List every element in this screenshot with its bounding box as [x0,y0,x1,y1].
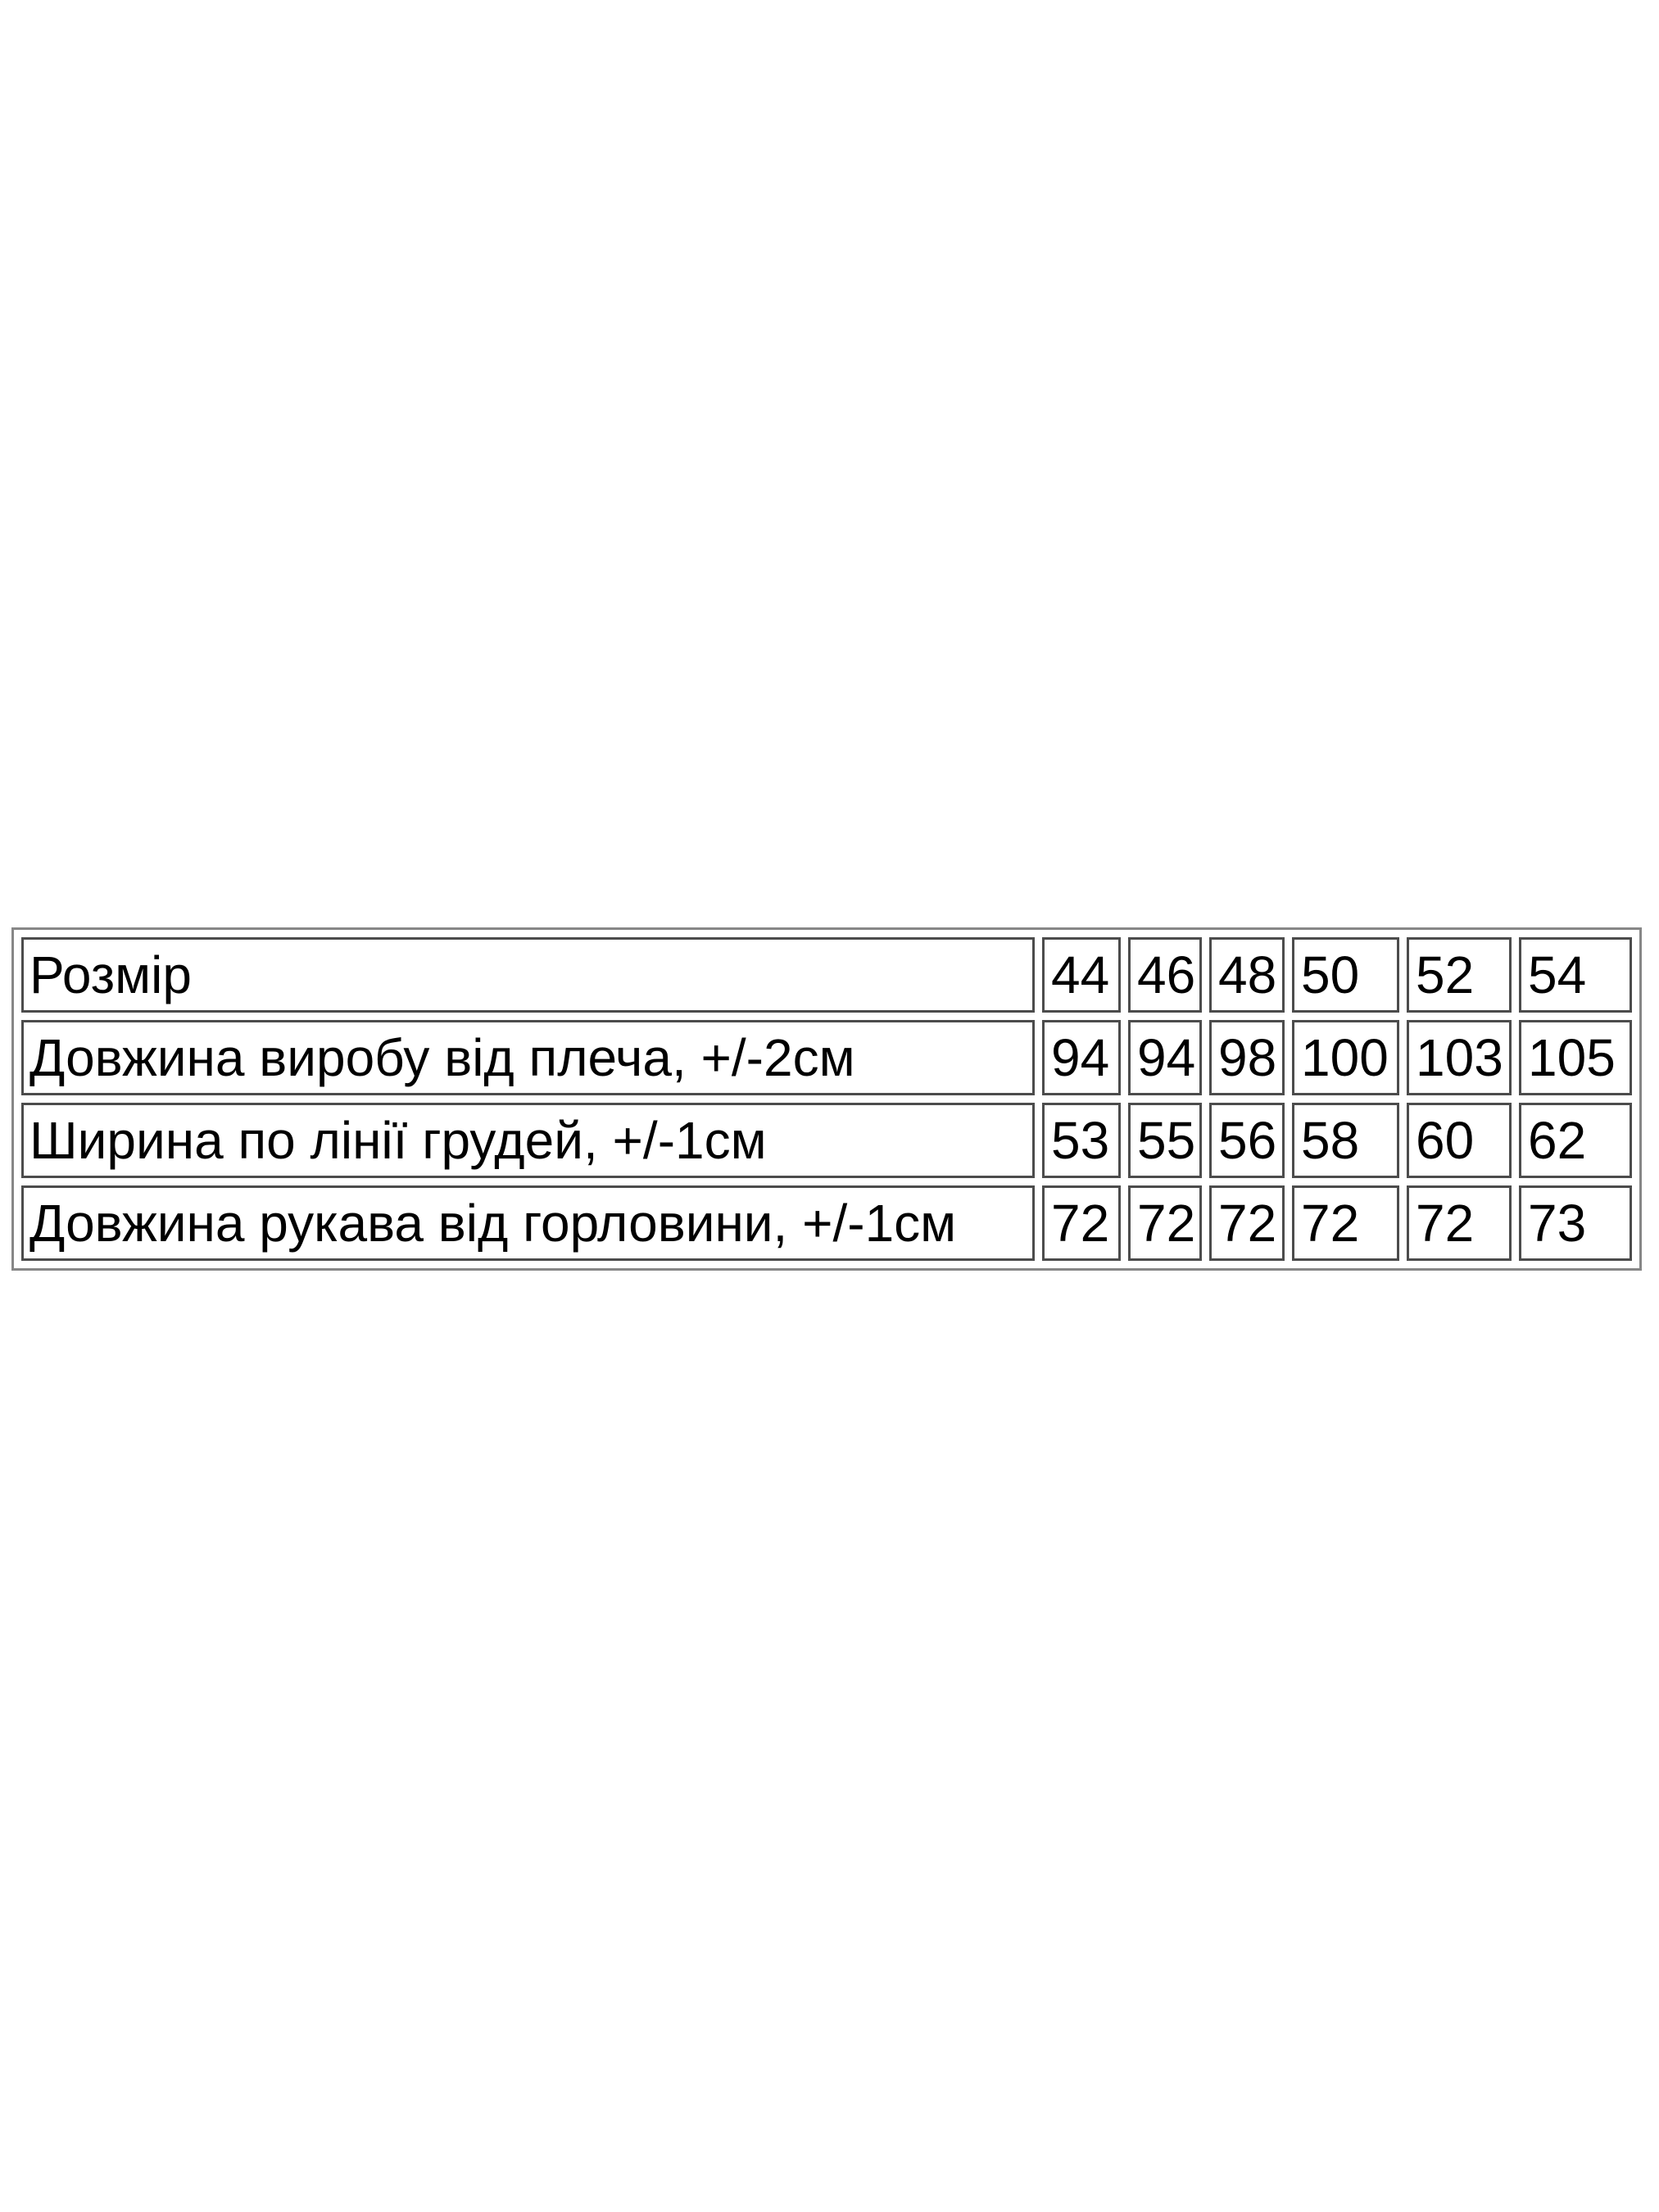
value-cell: 58 [1292,1103,1399,1178]
value-cell: 72 [1128,1185,1202,1261]
value-cell: 94 [1128,1020,1202,1095]
value-cell: 94 [1042,1020,1121,1095]
table-row-product-length [21,1020,1632,1095]
value-cell: 52 [1407,937,1512,1013]
value-cell: 72 [1292,1185,1399,1261]
value-cell: 62 [1519,1103,1632,1178]
value-cell: 54 [1519,937,1632,1013]
value-cell: 73 [1519,1185,1632,1261]
table-row-sleeve-length [21,1185,1632,1261]
value-cell: 46 [1128,937,1202,1013]
value-cell: 50 [1292,937,1399,1013]
value-cell: 72 [1209,1185,1285,1261]
value-cell: 105 [1519,1020,1632,1095]
value-cell: 72 [1407,1185,1512,1261]
value-cell: 56 [1209,1103,1285,1178]
value-cell: 53 [1042,1103,1121,1178]
value-cell: 100 [1292,1020,1399,1095]
value-cell: 44 [1042,937,1121,1013]
value-cell: 48 [1209,937,1285,1013]
value-cell: 103 [1407,1020,1512,1095]
row-label: Ширина по лінії грудей, +/-1см [21,1103,1035,1178]
value-cell: 72 [1042,1185,1121,1261]
table-row-size [21,937,1632,1013]
value-cell: 60 [1407,1103,1512,1178]
row-label: Розмір [21,937,1035,1013]
value-cell: 55 [1128,1103,1202,1178]
table-row-chest-width [21,1103,1632,1178]
row-label: Довжина рукава від горловини, +/-1см [21,1185,1035,1261]
value-cell: 98 [1209,1020,1285,1095]
row-label: Довжина виробу від плеча, +/-2см [21,1020,1035,1095]
size-chart-table [11,927,1642,1271]
